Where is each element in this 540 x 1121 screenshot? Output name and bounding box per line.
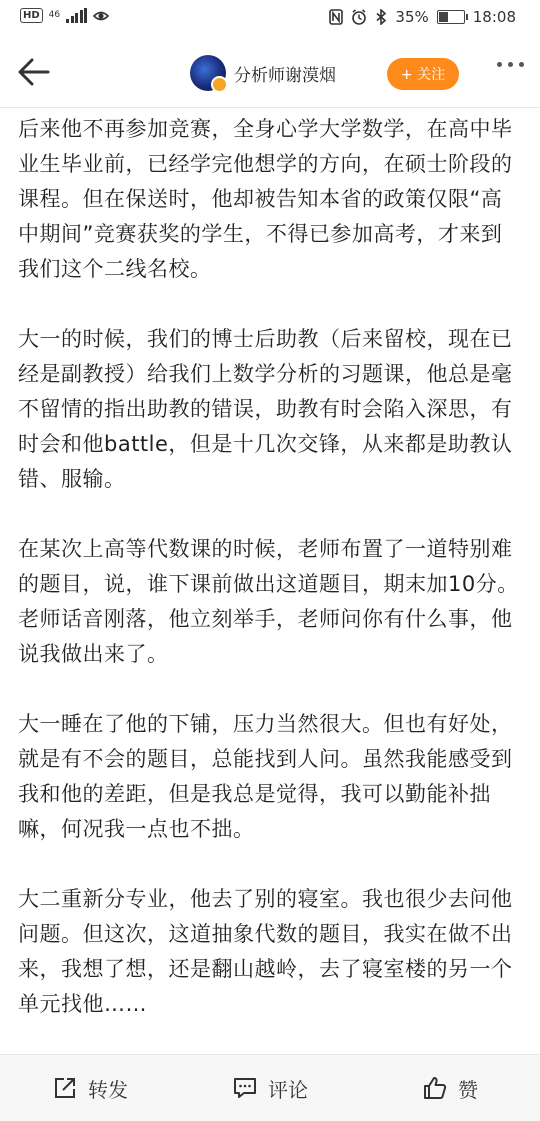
like-button[interactable] — [360, 1055, 540, 1121]
battery-percent: 35% — [395, 8, 429, 26]
nfc-icon — [329, 9, 343, 25]
status-left — [20, 8, 109, 23]
back-arrow-icon[interactable] — [14, 52, 54, 92]
article-paragraph: 在某次上高等代数课的时候，老师布置了一道特别难的题目，说，谁下课前做出这道题目，期末加10分。老师话音刚落，他立刻举手，老师问你有什么事，他说我做出来了。 — [18, 537, 519, 666]
status-right — [329, 8, 516, 26]
network-type — [49, 11, 60, 20]
nav-divider — [0, 107, 540, 108]
repost-label: 转发 — [88, 1077, 128, 1102]
article-paragraph: 后来他不再参加竞赛，全身心学大学数学，在高中毕业生毕业前，已经学完他想学的方向，在硕士阶段的课程。但在保送时，他却被告知本省的政策仅限“高中期间”竞赛获奖的学生，不得已参加高考，才来到我们这个二线名校。 — [18, 117, 513, 281]
battery-icon — [437, 10, 465, 24]
battery-fill — [439, 12, 448, 22]
verified-badge-icon — [211, 76, 228, 93]
follow-button[interactable]: + 关注 — [387, 58, 459, 90]
more-icon[interactable] — [497, 62, 524, 67]
comment-label: 评论 — [268, 1077, 308, 1102]
article-paragraph: 大二重新分专业，他去了别的寝室。我也很少去问他问题。但这次，这道抽象代数的题目，我实在做不出来，我想了想，还是翻山越岭，去了寝室楼的另一个单元找他…… — [18, 887, 513, 1016]
author-name[interactable]: 分析师谢漠烟 — [234, 65, 336, 86]
status-bar — [0, 0, 540, 38]
comment-icon — [232, 1075, 258, 1101]
article-body — [18, 112, 522, 1054]
alarm-icon — [351, 9, 367, 25]
nav-bar — [0, 38, 540, 108]
like-icon — [422, 1075, 448, 1101]
comment-button[interactable] — [180, 1055, 360, 1121]
bottom-action-bar — [0, 1054, 540, 1121]
signal-icon — [66, 8, 87, 23]
article-paragraph: 大一睡在了他的下铺，压力当然很大。但也有好处，就是有不会的题目，总能找到人问。虽然我能感受到我和他的差距，但是我总是觉得，我可以勤能补拙嘛，何况我一点也不拙。 — [18, 712, 513, 841]
article-paragraph: 大一的时候，我们的博士后助教（后来留校，现在已经是副教授）给我们上数学分析的习题课，他总是毫不留情的指出助教的错误，助教有时会陷入深思，有时会和他battle，但是十几次交锋，从来都是助教认错、服输。 — [18, 327, 513, 491]
repost-icon — [52, 1075, 78, 1101]
repost-button[interactable] — [0, 1055, 180, 1121]
author-profile[interactable] — [190, 55, 336, 91]
network-type-label: 46 — [48, 10, 61, 20]
avatar[interactable] — [190, 55, 226, 91]
like-label: 赞 — [458, 1077, 478, 1102]
clock: 18:08 — [472, 8, 516, 26]
hd-badge: HD — [20, 8, 43, 23]
eye-icon — [93, 9, 109, 23]
bluetooth-icon — [375, 9, 387, 25]
